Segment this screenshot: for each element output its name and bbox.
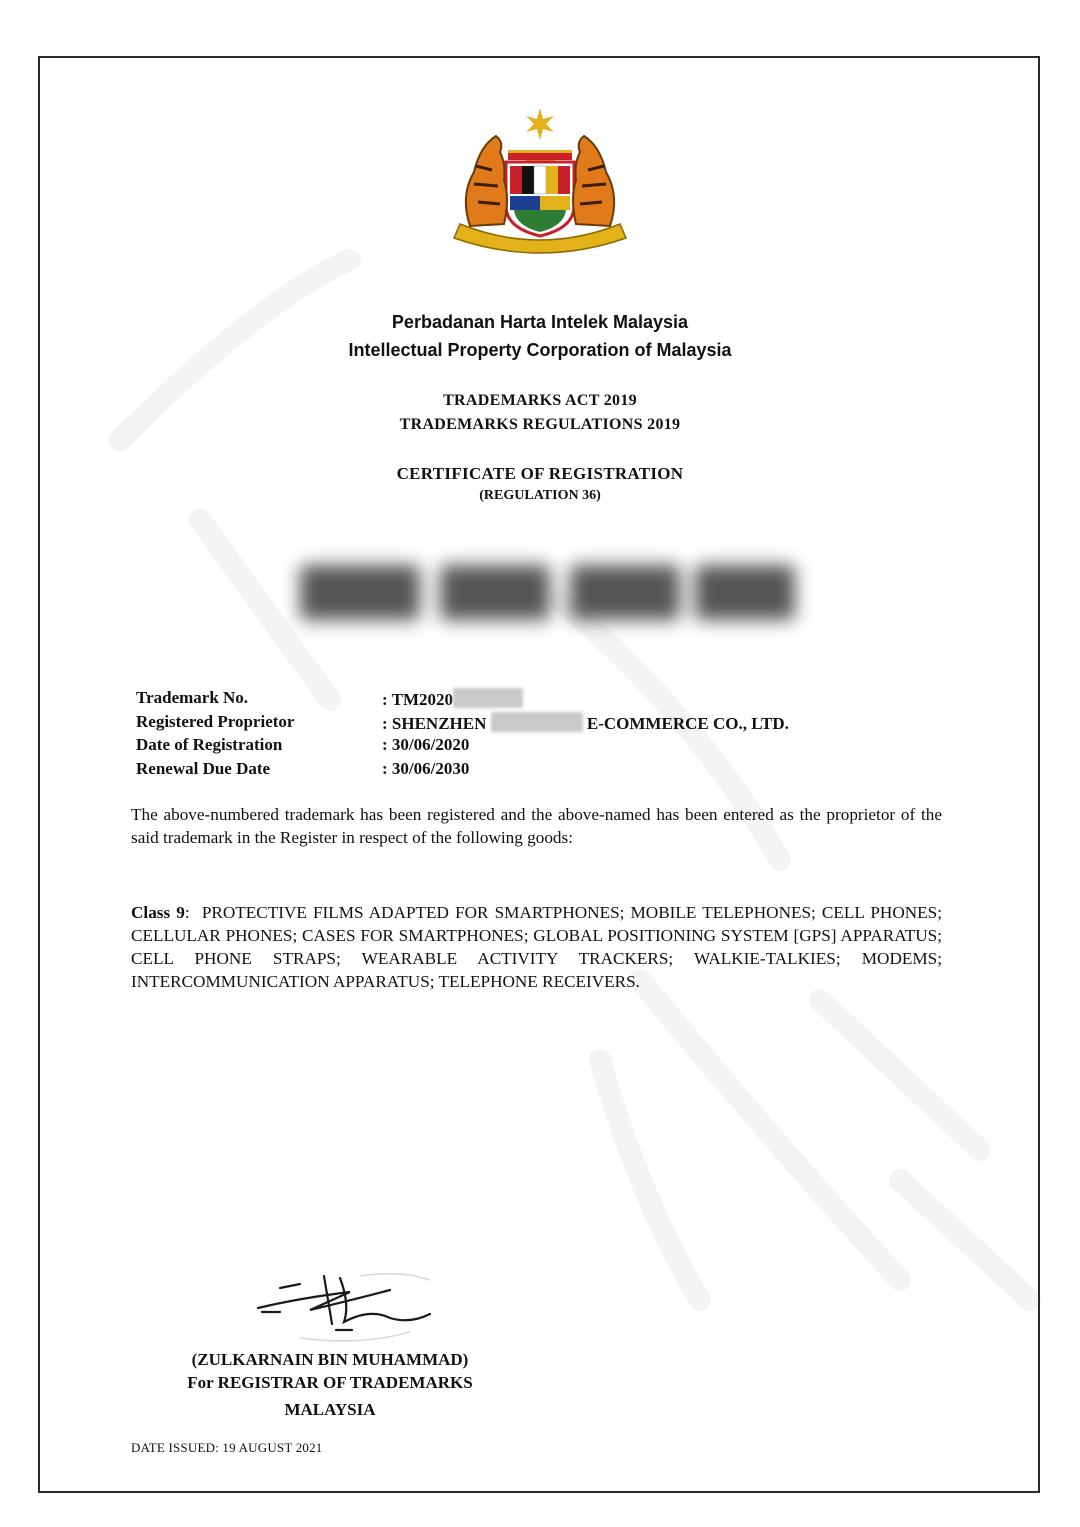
redacted-block bbox=[491, 712, 583, 732]
coat-of-arms-emblem bbox=[440, 106, 640, 256]
detail-label: Trademark No. bbox=[136, 688, 249, 707]
registration-statement: The above-numbered trademark has been registered and the above-named has been entered as the proprietor of the said trademark in the Register in respect of the following goods: bbox=[131, 805, 942, 847]
regulation-reference: (REGULATION 36) bbox=[479, 488, 601, 503]
handwritten-signature bbox=[240, 1268, 470, 1348]
blurred-trademark-image bbox=[290, 555, 805, 630]
signer-country: MALAYSIA bbox=[284, 1400, 376, 1419]
detail-label: Registered Proprietor bbox=[136, 711, 295, 731]
signer-name: (ZULKARNAIN BIN MUHAMMAD) bbox=[191, 1350, 469, 1369]
detail-label: Date of Registration bbox=[136, 735, 283, 754]
detail-value: : TM2020 bbox=[382, 688, 523, 710]
date-issued: DATE ISSUED: 19 AUGUST 2021 bbox=[131, 1440, 323, 1455]
detail-value: : 30/06/2020 bbox=[382, 735, 470, 754]
class-goods: PROTECTIVE FILMS ADAPTED FOR SMARTPHONES; MOBILE TELEPHONES; CELL PHONES; CELLULAR PHONES; CASES FOR SMARTPHONES; GLOBAL POSITIONING SYSTEM [GPS] APPARATUS; CELL PHONE STRAPS; WEARABLE ACTIVITY TRACKERS; WALKIE-TALKIES; MODEMS; INTERCOMMUNICATION APPARATUS; TELEPHONE RECEIVERS. bbox=[131, 903, 942, 991]
class-label: Class 9 bbox=[131, 903, 185, 922]
certificate-title: CERTIFICATE OF REGISTRATION bbox=[396, 464, 684, 483]
detail-value: : 30/06/2030 bbox=[382, 758, 470, 778]
act-title: TRADEMARKS ACT 2019 bbox=[443, 392, 637, 409]
redacted-block bbox=[453, 688, 523, 708]
organization-name-malay: Perbadanan Harta Intelek Malaysia bbox=[391, 312, 689, 332]
detail-label: Renewal Due Date bbox=[136, 758, 271, 778]
goods-class-description: Class 9: PROTECTIVE FILMS ADAPTED FOR SMARTPHONES; MOBILE TELEPHONES; CELL PHONES; CELLULAR PHONES; CASES FOR SMARTPHONES; GLOBAL POSITIONING SYSTEM [GPS] APPARATUS; CELL PHONE STRAPS; WEARABLE ACTIVITY TRACKERS; WALKIE-TALKIES; MODEMS; INTERCOMMUNICATION APPARATUS; TELEPHONE RECEIVERS. bbox=[131, 903, 942, 991]
regulations-title: TRADEMARKS REGULATIONS 2019 bbox=[399, 416, 681, 433]
signer-role: For REGISTRAR OF TRADEMARKS bbox=[187, 1373, 473, 1392]
organization-name-english: Intellectual Property Corporation of Malaysia bbox=[348, 340, 732, 360]
detail-value: : SHENZHEN E-COMMERCE CO., LTD. bbox=[382, 713, 789, 733]
